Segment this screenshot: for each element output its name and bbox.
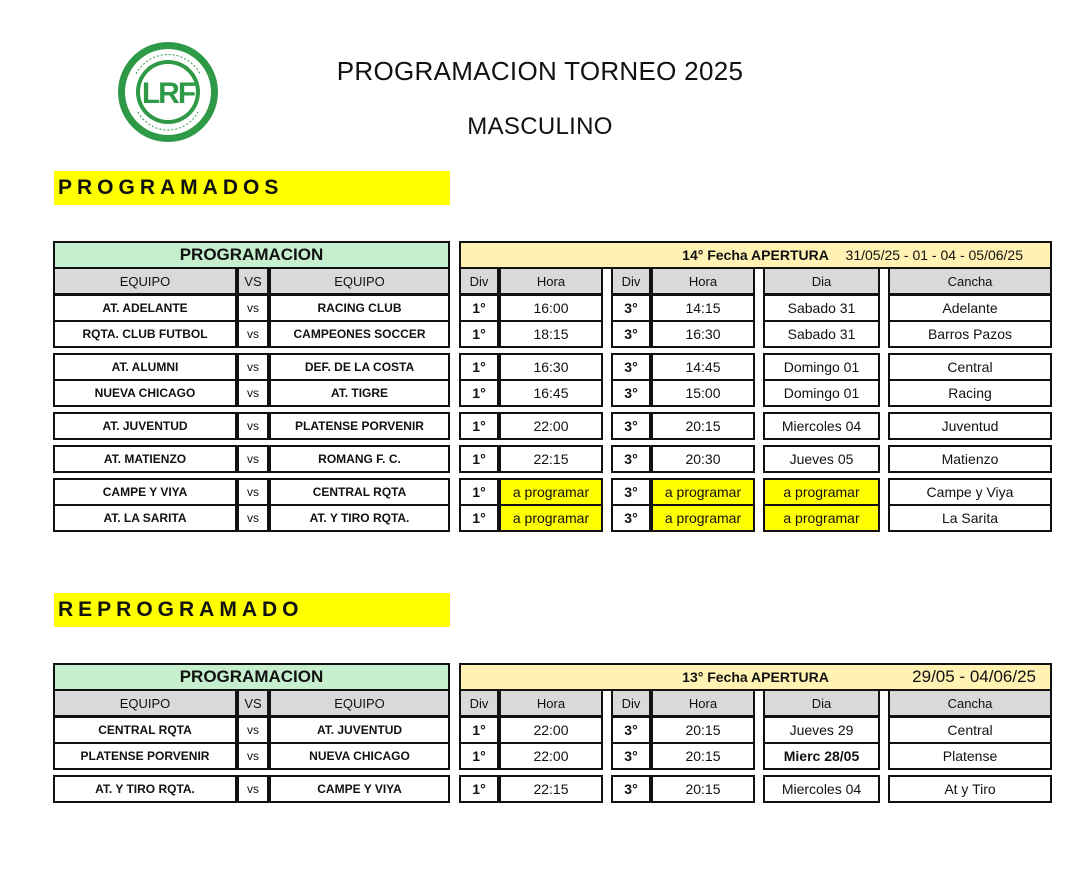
table-cell-hora-3: a programar xyxy=(651,504,755,532)
col-header-div-1: Div xyxy=(459,689,499,717)
table-cell-hora-1: 16:00 xyxy=(499,294,603,322)
table-cell-hora-1: 18:15 xyxy=(499,320,603,348)
svg-text:LRF: LRF xyxy=(141,77,195,110)
col-header-dia: Dia xyxy=(763,689,880,717)
col-header-div-3: Div xyxy=(611,267,651,295)
section-programados: PROGRAMADOS xyxy=(54,171,450,205)
table-cell-vs: vs xyxy=(237,504,269,532)
table-cell-vs: vs xyxy=(237,445,269,473)
team-cell: CAMPE Y VIYA xyxy=(53,478,237,506)
table-cell-dia: Jueves 29 xyxy=(763,716,880,744)
col-header-team-home: EQUIPO xyxy=(53,689,237,717)
col-header-dia: Dia xyxy=(763,267,880,295)
table-cell-cancha: Central xyxy=(888,353,1052,381)
table-cell-dia: Domingo 01 xyxy=(763,353,880,381)
team-cell: AT. ALUMNI xyxy=(53,353,237,381)
col-header-vs: VS xyxy=(237,267,269,295)
fecha-header: 13° Fecha APERTURA xyxy=(459,663,1052,691)
table-cell-hora-3: 20:15 xyxy=(651,775,755,803)
team-cell: AT. TIGRE xyxy=(269,379,450,407)
table-cell-div-3: 3° xyxy=(611,504,651,532)
table-cell-div-1: 1° xyxy=(459,379,499,407)
table-cell-div-1: 1° xyxy=(459,478,499,506)
table-cell-cancha: Juventud xyxy=(888,412,1052,440)
table-title: PROGRAMACION xyxy=(53,241,450,269)
team-cell: AT. ADELANTE xyxy=(53,294,237,322)
table-cell-cancha: Platense xyxy=(888,742,1052,770)
table-cell-cancha: Central xyxy=(888,716,1052,744)
team-cell: CENTRAL RQTA xyxy=(53,716,237,744)
col-header-hora-3: Hora xyxy=(651,267,755,295)
table-cell-hora-3: a programar xyxy=(651,478,755,506)
table-cell-div-3: 3° xyxy=(611,478,651,506)
table-cell-vs: vs xyxy=(237,320,269,348)
table-cell-div-1: 1° xyxy=(459,742,499,770)
fecha-dates: 31/05/25 - 01 - 04 - 05/06/25 xyxy=(845,247,1023,263)
team-cell: AT. Y TIRO RQTA. xyxy=(53,775,237,803)
table-cell-div-1: 1° xyxy=(459,353,499,381)
table-cell-div-1: 1° xyxy=(459,412,499,440)
team-cell: RQTA. CLUB FUTBOL xyxy=(53,320,237,348)
section-reprogramado: REPROGRAMADO xyxy=(54,593,450,627)
table-cell-hora-1: 16:30 xyxy=(499,353,603,381)
table-cell-hora-3: 20:15 xyxy=(651,412,755,440)
table-cell-div-3: 3° xyxy=(611,716,651,744)
table-cell-div-1: 1° xyxy=(459,445,499,473)
team-cell: DEF. DE LA COSTA xyxy=(269,353,450,381)
table-cell-vs: vs xyxy=(237,379,269,407)
table-cell-cancha: Campe y Viya xyxy=(888,478,1052,506)
table-cell-hora-3: 16:30 xyxy=(651,320,755,348)
table-cell-hora-3: 14:45 xyxy=(651,353,755,381)
table-cell-cancha: Adelante xyxy=(888,294,1052,322)
table-cell-vs: vs xyxy=(237,775,269,803)
table-title: PROGRAMACION xyxy=(53,663,450,691)
table-cell-div-3: 3° xyxy=(611,353,651,381)
team-cell: AT. LA SARITA xyxy=(53,504,237,532)
team-cell: AT. MATIENZO xyxy=(53,445,237,473)
team-cell: PLATENSE PORVENIR xyxy=(53,742,237,770)
table-cell-hora-3: 20:30 xyxy=(651,445,755,473)
table-cell-dia: Miercoles 04 xyxy=(763,412,880,440)
table-cell-hora-3: 15:00 xyxy=(651,379,755,407)
team-cell: CENTRAL RQTA xyxy=(269,478,450,506)
col-header-div-1: Div xyxy=(459,267,499,295)
table-cell-cancha: At y Tiro xyxy=(888,775,1052,803)
team-cell: AT. Y TIRO RQTA. xyxy=(269,504,450,532)
table-cell-div-3: 3° xyxy=(611,742,651,770)
table-cell-hora-3: 20:15 xyxy=(651,716,755,744)
table-cell-div-3: 3° xyxy=(611,320,651,348)
col-header-hora-1: Hora xyxy=(499,689,603,717)
table-cell-div-3: 3° xyxy=(611,775,651,803)
table-cell-dia: Miercoles 04 xyxy=(763,775,880,803)
table-cell-div-1: 1° xyxy=(459,716,499,744)
table-cell-vs: vs xyxy=(237,716,269,744)
page-subtitle: MASCULINO xyxy=(467,113,613,140)
team-cell: NUEVA CHICAGO xyxy=(269,742,450,770)
table-cell-hora-3: 14:15 xyxy=(651,294,755,322)
table-cell-div-3: 3° xyxy=(611,379,651,407)
table-cell-div-3: 3° xyxy=(611,445,651,473)
table-cell-dia: Sabado 31 xyxy=(763,320,880,348)
table-cell-vs: vs xyxy=(237,742,269,770)
table-cell-cancha: Barros Pazos xyxy=(888,320,1052,348)
col-header-vs: VS xyxy=(237,689,269,717)
col-header-hora-1: Hora xyxy=(499,267,603,295)
table-cell-hora-1: 22:15 xyxy=(499,445,603,473)
table-cell-div-1: 1° xyxy=(459,320,499,348)
table-cell-div-3: 3° xyxy=(611,294,651,322)
table-cell-hora-1: a programar xyxy=(499,504,603,532)
team-cell: ROMANG F. C. xyxy=(269,445,450,473)
table-cell-hora-1: a programar xyxy=(499,478,603,506)
team-cell: CAMPE Y VIYA xyxy=(269,775,450,803)
table-cell-div-1: 1° xyxy=(459,504,499,532)
team-cell: CAMPEONES SOCCER xyxy=(269,320,450,348)
table-cell-vs: vs xyxy=(237,353,269,381)
col-header-hora-3: Hora xyxy=(651,689,755,717)
table-cell-div-1: 1° xyxy=(459,775,499,803)
table-cell-hora-1: 22:15 xyxy=(499,775,603,803)
fecha-dates: 29/05 - 04/06/25 xyxy=(912,667,1036,686)
fecha-header: 14° Fecha APERTURA xyxy=(459,241,1052,269)
team-cell: AT. JUVENTUD xyxy=(269,716,450,744)
table-cell-vs: vs xyxy=(237,412,269,440)
table-cell-div-3: 3° xyxy=(611,412,651,440)
team-cell: RACING CLUB xyxy=(269,294,450,322)
table-cell-dia: Domingo 01 xyxy=(763,379,880,407)
table-cell-cancha: Matienzo xyxy=(888,445,1052,473)
table-cell-hora-3: 20:15 xyxy=(651,742,755,770)
table-cell-cancha: Racing xyxy=(888,379,1052,407)
table-cell-vs: vs xyxy=(237,294,269,322)
col-header-team-home: EQUIPO xyxy=(53,267,237,295)
table-cell-dia: a programar xyxy=(763,478,880,506)
table-cell-hora-1: 16:45 xyxy=(499,379,603,407)
table-cell-dia: Mierc 28/05 xyxy=(763,742,880,770)
table-cell-dia: a programar xyxy=(763,504,880,532)
table-cell-cancha: La Sarita xyxy=(888,504,1052,532)
table-cell-vs: vs xyxy=(237,478,269,506)
table-cell-hora-1: 22:00 xyxy=(499,742,603,770)
col-header-cancha: Cancha xyxy=(888,689,1052,717)
table-cell-hora-1: 22:00 xyxy=(499,412,603,440)
col-header-cancha: Cancha xyxy=(888,267,1052,295)
col-header-team-away: EQUIPO xyxy=(269,267,450,295)
table-cell-hora-1: 22:00 xyxy=(499,716,603,744)
team-cell: NUEVA CHICAGO xyxy=(53,379,237,407)
table-cell-dia: Jueves 05 xyxy=(763,445,880,473)
team-cell: PLATENSE PORVENIR xyxy=(269,412,450,440)
col-header-div-3: Div xyxy=(611,689,651,717)
page-title: PROGRAMACION TORNEO 2025 xyxy=(336,56,744,86)
col-header-team-away: EQUIPO xyxy=(269,689,450,717)
table-cell-dia: Sabado 31 xyxy=(763,294,880,322)
table-cell-div-1: 1° xyxy=(459,294,499,322)
team-cell: AT. JUVENTUD xyxy=(53,412,237,440)
